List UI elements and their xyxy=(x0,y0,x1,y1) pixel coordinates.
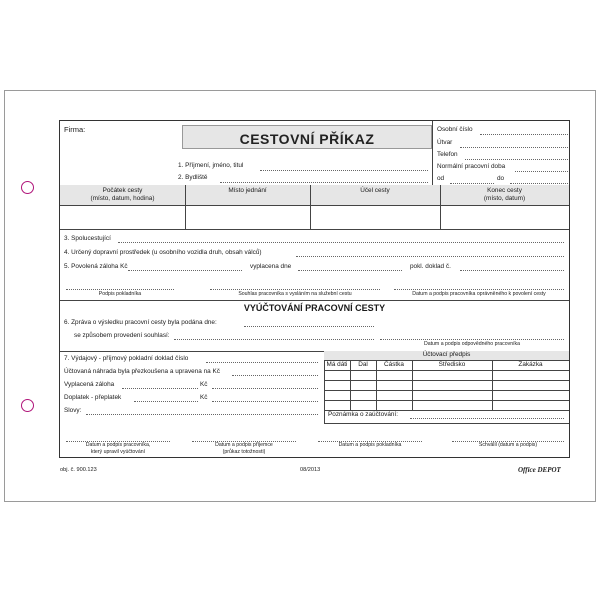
label-prijmeni: 1. Příjmení, jméno, titul xyxy=(178,162,244,169)
sig-odpovedny: Datum a podpis odpovědného pracovníka xyxy=(423,341,521,347)
title-box xyxy=(182,125,432,149)
label-uctovana: Účtovaná náhrada byla přezkoušena a upravena na Kč xyxy=(64,368,220,375)
col-pocatek-sub: (místo, datum, hodina) xyxy=(90,195,155,202)
label-od: od xyxy=(437,175,445,182)
label-telefon: Telefon xyxy=(437,151,458,158)
sig-pokladnik: Podpis pokladníka xyxy=(98,291,142,297)
footer-date: 08/2013 xyxy=(300,467,321,473)
section-vyuctovani: VYÚČTOVÁNÍ PRACOVNÍ CESTY xyxy=(243,303,386,313)
label-vydajovy: 7. Výdajový - příjmový pokladní doklad číslo xyxy=(64,355,189,362)
label-zaloha: 5. Povolená záloha Kč xyxy=(64,263,128,270)
col-konec: Konec cesty xyxy=(487,187,522,194)
label-slovy: Slovy: xyxy=(64,407,82,414)
sig-prijemce-1: Datum a podpis příjemce xyxy=(215,442,273,448)
label-pokl-doklad: pokl. doklad č. xyxy=(410,263,451,270)
col-pocatek: Počátek cesty xyxy=(102,187,143,194)
label-bydliste: 2. Bydliště xyxy=(178,174,208,181)
col-konec-sub: (místo, datum) xyxy=(483,195,526,202)
travel-order-form xyxy=(59,120,570,458)
office-depot-logo: Office DEPOT xyxy=(518,466,561,474)
ucet-col-dal: Dal xyxy=(358,361,368,368)
sig-opravneny: Datum a podpis pracovníka oprávněného k povolení cesty xyxy=(412,291,546,297)
ucet-col-zakazka: Zakázka xyxy=(518,361,543,368)
label-doplatek: Doplatek - přeplatek xyxy=(64,394,122,401)
ucetni-header: Účtovací předpis xyxy=(422,351,471,358)
label-vyplacena: Vyplacená záloha xyxy=(64,381,115,388)
punch-hole-bottom xyxy=(21,399,34,412)
ucet-col-castka: Částka xyxy=(384,361,404,368)
sig-upravil-1: Datum a podpis pracovníka, xyxy=(85,442,151,448)
label-zprava: 6. Zpráva o výsledku pracovní cesty byla podána dne: xyxy=(64,319,217,326)
label-osobni-cislo: Osobní číslo xyxy=(437,126,473,133)
label-kc-1: Kč xyxy=(200,381,208,388)
label-spolucestujici: 3. Spolucestující xyxy=(64,235,111,242)
col-misto: Místo jednání xyxy=(228,187,267,194)
label-dopravni: 4. Určený dopravní prostředek (u osobního vozidla druh, obsah válců) xyxy=(64,249,262,256)
col-ucel: Účel cesty xyxy=(360,187,390,194)
label-kc-2: Kč xyxy=(200,394,208,401)
label-souhlasi: se způsobem provedení souhlasí: xyxy=(74,332,170,339)
label-do: do xyxy=(497,175,505,182)
sig-pokladnik-2: Datum a podpis pokladníka xyxy=(338,442,402,448)
firma-label: Firma: xyxy=(64,125,86,134)
sig-prijemce-2: (průkaz totožnosti) xyxy=(222,449,266,455)
punch-hole-top xyxy=(21,181,34,194)
page-title: CESTOVNÍ PŘÍKAZ xyxy=(239,131,375,147)
label-utvar: Útvar xyxy=(437,139,453,146)
label-vyplacena-dne: vyplacena dne xyxy=(250,263,292,270)
ucet-col-stredisko: Středisko xyxy=(438,361,466,368)
sig-souhlas: Souhlas pracovníka s vysláním na služební cestu xyxy=(238,291,352,297)
sig-upravil-2: který upravil vyúčtování xyxy=(90,449,146,455)
ucet-col-ma-dati: Má dáti xyxy=(326,361,348,368)
sig-schvalil: Schválil (datum a podpis) xyxy=(478,442,538,448)
footer-obj: obj. č. 900.123 xyxy=(60,467,97,473)
label-poznamka: Poznámka o zaúčtování: xyxy=(328,411,398,418)
label-pracovni-doba: Normální pracovní doba xyxy=(437,163,506,170)
